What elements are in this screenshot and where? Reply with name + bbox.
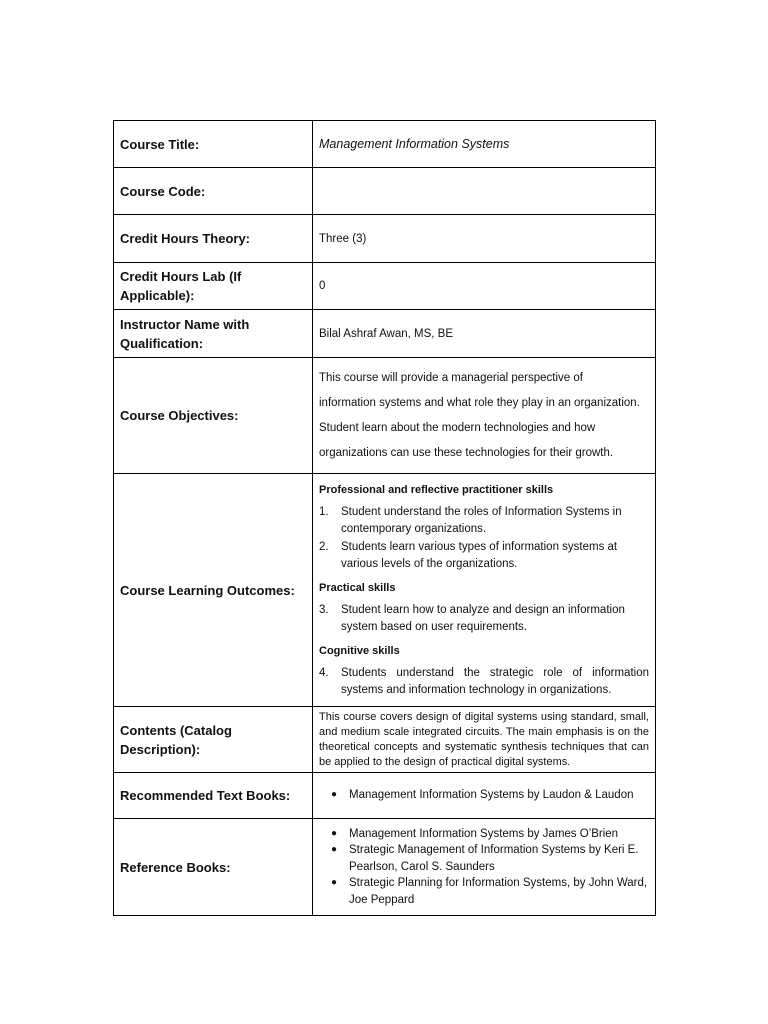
outcome-number: 2. [319,541,329,553]
row-course-code [114,168,656,215]
row-instructor [114,310,656,358]
outcomes-section-heading: Cognitive skills [319,645,400,657]
outcome-text: Students learn various types of information systems at various levels of the organizations. [341,541,618,570]
row-reference [114,819,656,916]
textbook-item [319,787,649,804]
credit-theory-label: Credit Hours Theory: [114,215,313,263]
reference-item [319,842,649,875]
credit-lab-value: 0 [313,263,656,310]
course-code-value [313,168,656,215]
bullet-icon: ● [330,877,338,889]
outcome-text: Student learn how to analyze and design an information system based on user requirements. [341,604,625,633]
contents-value [313,707,656,773]
credit-theory-value: Three (3) [313,215,656,263]
course-title-label: Course Title: [114,121,313,168]
outcomes-label: Course Learning Outcomes: [114,474,313,707]
outcome-text: Student understand the roles of Information Systems in contemporary organizations. [341,506,622,535]
row-credit-theory [114,215,656,263]
objectives-line: organizations can use these technologies for their growth. [319,446,614,459]
bullet-icon: ● [330,827,338,839]
course-title-value [313,121,656,168]
row-contents [114,707,656,773]
outcome-item [319,602,649,635]
textbooks-label: Recommended Text Books: [114,773,313,819]
objectives-line: Student learn about the modern technologies and how [319,421,596,434]
objectives-value [313,358,656,474]
objectives-label: Course Objectives: [114,358,313,474]
objectives-line: information systems and what role they play in an organization. [319,396,640,409]
textbook-title: Management Information Systems by Laudon & Laudon [349,789,634,802]
outcomes-section-heading: Professional and reflective practitioner skills [319,484,554,496]
row-outcomes [114,474,656,707]
objectives-line: This course will provide a managerial perspective of [319,371,583,384]
course-info-table [113,120,656,916]
course-title-text: Management Information Systems [319,136,510,151]
reference-list [319,826,649,909]
row-objectives [114,358,656,474]
outcome-item [319,665,649,698]
outcomes-value [313,474,656,707]
outcomes-section-heading: Practical skills [319,582,396,594]
instructor-label: Instructor Name with Qualification: [114,310,313,358]
contents-label: Contents (Catalog Description): [114,707,313,773]
contents-description: This course covers design of digital systems using standard, small, and medium scale integrated circuits. The main emphasis is on the theoretical concepts and systematic synthesis techniques that can be applied to the design of practical digital systems. [319,710,649,768]
reference-title: Management Information Systems by James O’Brien [349,827,619,840]
outcome-number: 4. [319,667,329,679]
outcome-item [319,539,649,572]
textbooks-list [319,787,649,804]
row-textbooks [114,773,656,819]
outcome-number: 3. [319,604,329,616]
outcome-text: Students understand the strategic role of information systems and information technology in organizations. [341,667,649,696]
bullet-icon: ● [330,844,338,856]
outcome-item [319,504,649,537]
row-credit-lab [114,263,656,310]
outcome-number: 1. [319,506,329,518]
reference-item [319,826,649,843]
bullet-icon: ● [330,789,338,801]
textbooks-value [313,773,656,819]
reference-value [313,819,656,916]
reference-item [319,875,649,908]
reference-title: Strategic Management of Information Systems by Keri E. Pearlson, Carol S. Saunders [349,844,639,873]
reference-title: Strategic Planning for Information Systems, by John Ward, Joe Peppard [349,877,648,906]
instructor-value: Bilal Ashraf Awan, MS, BE [313,310,656,358]
course-code-label: Course Code: [114,168,313,215]
credit-lab-label: Credit Hours Lab (If Applicable): [114,263,313,310]
row-course-title [114,121,656,168]
reference-label: Reference Books: [114,819,313,916]
